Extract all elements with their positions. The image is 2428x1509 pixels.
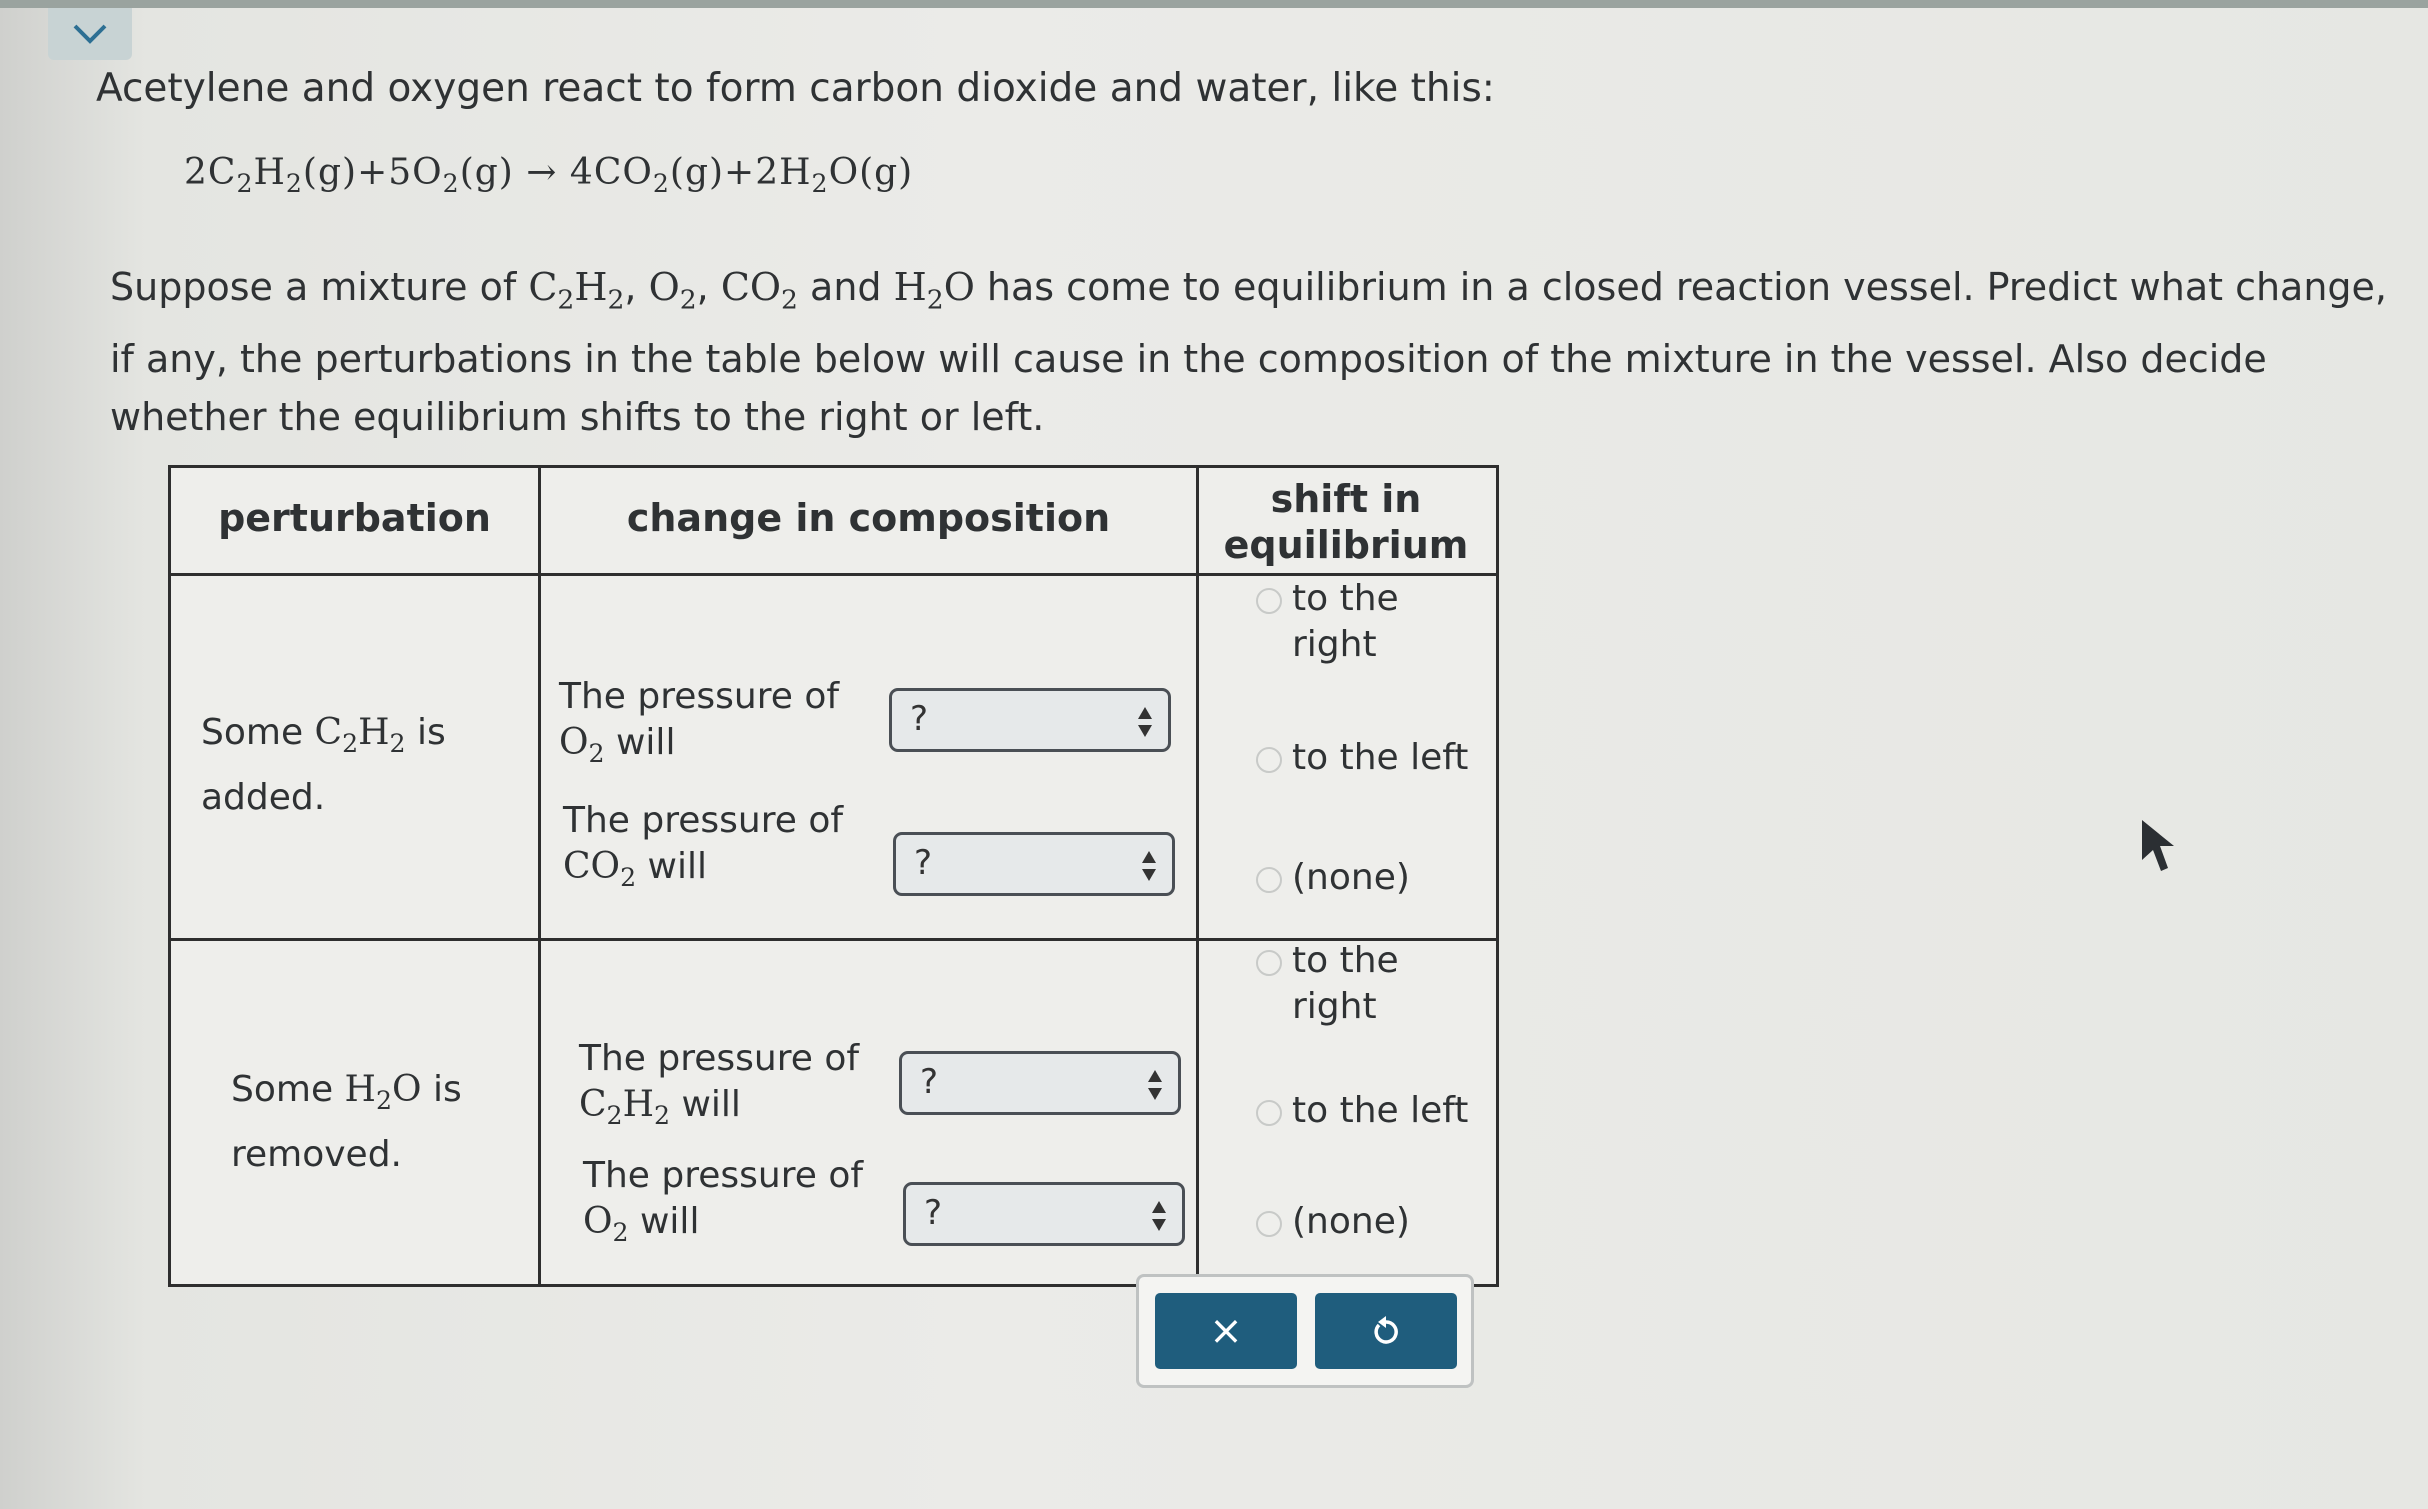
change-select-2[interactable]: ? — [893, 832, 1175, 896]
shift-option-left-1[interactable]: to the left — [1256, 735, 1468, 781]
reaction-equation: $2C_2H_2(g)+5O_2(g) \to 4CO_2(g)+2H_2O(g)$ — [184, 152, 914, 199]
updown-arrow-icon — [1140, 849, 1158, 883]
close-icon: × — [1209, 1308, 1243, 1354]
radio-button[interactable] — [1256, 950, 1282, 976]
reset-button[interactable] — [1315, 1293, 1457, 1369]
shift-option-none-1[interactable]: (none) — [1256, 855, 1410, 901]
radio-button[interactable] — [1256, 747, 1282, 773]
change-label-4: The pressure of $O_2$ will — [583, 1155, 864, 1248]
radio-button[interactable] — [1256, 867, 1282, 893]
radio-button[interactable] — [1256, 588, 1282, 614]
undo-icon — [1371, 1315, 1401, 1347]
change-select-3[interactable]: ? — [899, 1051, 1181, 1115]
perturbation-table — [168, 465, 1499, 1287]
question-intro: Acetylene and oxygen react to form carbon dioxide and water, like this: — [96, 66, 1495, 111]
change-label-3: The pressure of $C_2H_2$ will — [579, 1038, 860, 1131]
shift-option-right-2[interactable]: to the right — [1256, 938, 1462, 1030]
top-bar — [0, 0, 2428, 8]
change-label-2: The pressure of $CO_2$ will — [563, 800, 844, 893]
header-perturbation: perturbation — [218, 496, 491, 540]
shift-option-none-2[interactable]: (none) — [1256, 1199, 1410, 1245]
shift-option-left-2[interactable]: to the left — [1256, 1088, 1468, 1134]
mouse-cursor-icon — [2138, 818, 2178, 874]
table-divider — [1196, 468, 1199, 1284]
action-panel — [1136, 1274, 1474, 1388]
updown-arrow-icon — [1136, 705, 1154, 739]
perturbation-row-2: Some $H_2O$ is removed. — [231, 1069, 462, 1176]
table-divider — [538, 468, 541, 1284]
updown-arrow-icon — [1146, 1068, 1164, 1102]
shift-option-right-1[interactable]: to the right — [1256, 576, 1462, 668]
updown-arrow-icon — [1150, 1199, 1168, 1233]
collapse-toggle[interactable] — [48, 8, 132, 60]
reaction-arrow: → — [526, 152, 558, 193]
radio-button[interactable] — [1256, 1211, 1282, 1237]
radio-button[interactable] — [1256, 1100, 1282, 1126]
header-shift: shift in equilibrium — [1223, 477, 1469, 567]
header-change: change in composition — [626, 496, 1111, 540]
clear-button[interactable] — [1155, 1293, 1297, 1369]
change-select-4[interactable]: ? — [903, 1182, 1185, 1246]
perturbation-row-1: Some $C_2H_2$ is added. — [201, 712, 446, 819]
change-label-1: The pressure of $O_2$ will — [559, 676, 840, 769]
change-select-1[interactable]: ? — [889, 688, 1171, 752]
chevron-down-icon — [71, 21, 109, 47]
question-paragraph: Suppose a mixture of $C_2H_2$, $O_2$, $CO_2$ and $H_2O$ has come to equilibrium in a closed reaction vessel. Predict what change, if any, the perturbations in the table below will cause in the composition of the mixture in the vessel. Also decide whether the equilibrium shifts to the right or left. — [110, 265, 2388, 439]
